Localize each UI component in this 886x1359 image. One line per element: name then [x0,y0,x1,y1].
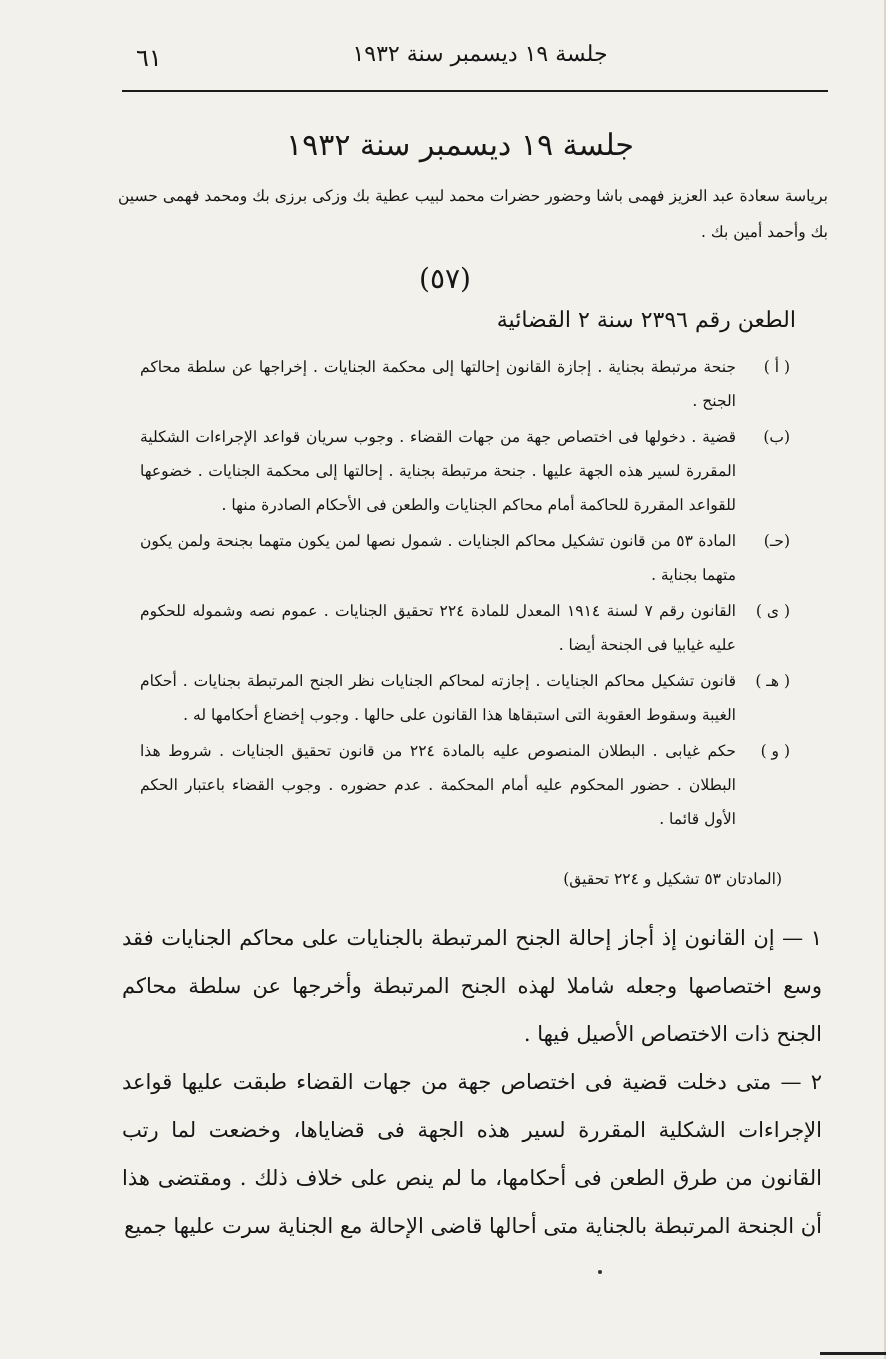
running-header: جلسة ١٩ ديسمبر سنة ١٩٣٢ [352,42,608,67]
headnote-letter: ( ى ) [755,602,790,620]
headnote [140,594,790,662]
body-paragraph-2: ٢ — متى دخلت قضية فى اختصاص جهة من جهات القضاء طبقت عليها قواعد الإجراءات الشكلية المقررة لسير هذه الجهة فى قضاياها، وخضعت لما رتب القانون من طرق الطعن فى أحكامها، ما لم ينص على خلاف ذلك . ومقتضى هذا أن الجنحة المرتبطة بالجناية متى أحالها قاضى الإحالة مع الجناية سرت عليها جميع [122,1070,822,1238]
headnote-text: المادة ٥٣ من قانون تشكيل محاكم الجنايات . شمول نصها لمن يكون متهما بجنحة ولمن يكون متهما بجناية . [140,532,736,584]
page-number: ٦١ [136,44,162,72]
headnote-letter: ( هـ ) [755,672,790,690]
headnote-letter: (حـ) [763,532,790,550]
speck-mark [598,1270,602,1274]
case-number: (٥٧) [419,262,471,295]
headnote [140,420,790,522]
headnote-letter: ( و ) [760,742,790,760]
headnote-text: القانون رقم ٧ لسنة ١٩١٤ المعدل للمادة ٢٢٤ تحقيق الجنايات . عموم نصه وشموله للحكوم عليه غيابيا فى الجنحة أيضا . [140,602,736,654]
scan-mark [820,1352,886,1355]
header-rule [122,90,828,92]
headnote [140,350,790,418]
headnote-text: جنحة مرتبطة بجناية . إجازة القانون إحالتها إلى محكمة الجنايات . إخراجها عن سلطة محاكم الجنح . [140,358,736,410]
headnote [140,524,790,592]
headnote [140,664,790,732]
headnote-letter: (ب) [763,428,790,446]
session-title: جلسة ١٩ ديسمبر سنة ١٩٣٢ [286,128,634,163]
body-paragraph-1: ١ — إن القانون إذ أجاز إحالة الجنح المرتبطة بالجنايات على محاكم الجنايات فقد وسع اختصاصها وجعله شاملا لهذه الجنح المرتبطة وأخرجها عن سلطة محاكم الجنح ذات الاختصاص الأصيل فيها . [122,926,822,1046]
presidency-line: برياسة سعادة عبد العزيز فهمى باشا وحضور حضرات محمد لبيب عطية بك وزكى برزى بك ومحمد فهمى حسين بك وأحمد أمين بك . [118,187,828,241]
articles-reference: (المادتان ٥٣ تشكيل و ٢٢٤ تحقيق) [563,870,782,888]
appeal-number: الطعن رقم ٢٣٩٦ سنة ٢ القضائية [496,308,796,333]
headnote-text: قضية . دخولها فى اختصاص جهة من جهات القضاء . وجوب سريان قواعد الإجراءات الشكلية المقررة لسير هذه الجهة عليها . جنحة مرتبطة بجناية . إحالتها إلى محكمة الجنايات . خضوعها للقواعد المقررة للحاكمة أمام محاكم الجنايات والطعن فى الأحكام الصادرة منها . [140,428,736,514]
headnotes-list [140,350,790,838]
headnote [140,734,790,836]
headnote-text: حكم غيابى . البطلان المنصوص عليه بالمادة ٢٢٤ من قانون تحقيق الجنايات . شروط هذا البطلان . حضور المحكوم عليه أمام المحكمة . عدم حضوره . وجوب القضاء باعتبار الحكم الأول قائما . [140,742,736,828]
headnote-text: قانون تشكيل محاكم الجنايات . إجازته لمحاكم الجنايات نظر الجنح المرتبطة بجنايات . أحكام الغيبة وسقوط العقوبة التى استبقاها هذا القانون على حالها . وجوب إخضاع أحكامها له . [140,672,736,724]
headnote-letter: ( أ ) [763,358,790,376]
